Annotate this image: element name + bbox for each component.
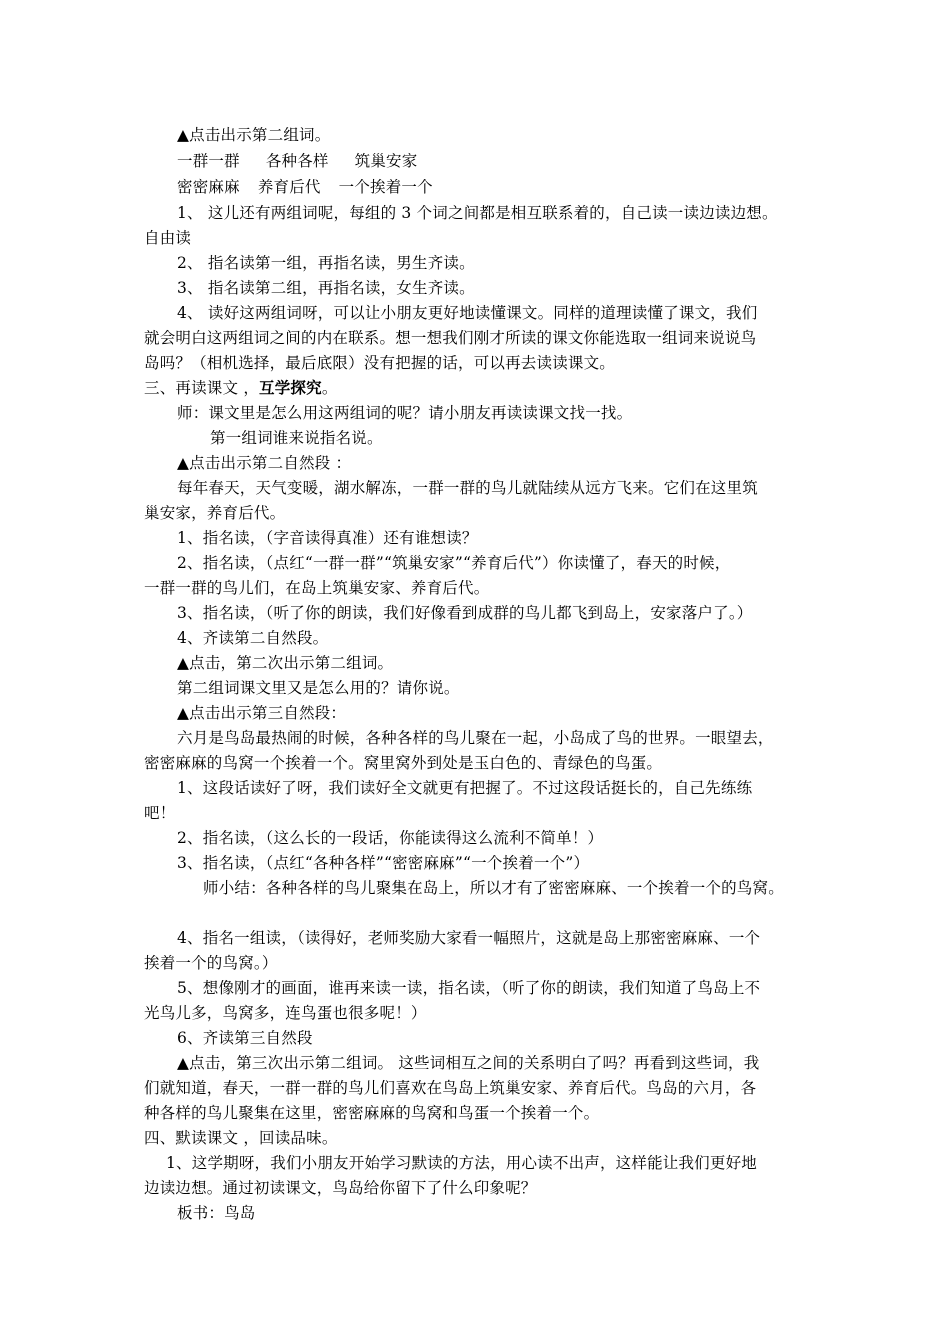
word: 养育后代 xyxy=(257,178,321,196)
section-heading: 四、默读课文 ，回读品味。 xyxy=(144,1129,338,1147)
text-line: 4、齐读第二自然段。 xyxy=(177,629,329,647)
text-line: 们就知道，春天，一群一群的鸟儿们喜欢在鸟岛上筑巢安家、养育后代。鸟岛的六月，各 xyxy=(144,1079,757,1097)
text-line: 1、这段话读好了呀，我们读好全文就更有把握了。不过这段话挺长的，自己先练练 xyxy=(177,779,753,797)
text-line: 第一组词谁来说指名说。 xyxy=(210,429,383,447)
text-line: 2、指名读，（这么长的一段话，你能读得这么流利不简单！） xyxy=(177,829,604,847)
text-line: 3、指名读，（点红“各种各样”“密密麻麻”“一个挨着一个”） xyxy=(177,854,590,872)
text-line: 一群一群的鸟儿们，在岛上筑巢安家、养育后代。 xyxy=(144,579,490,597)
text-line: 1、 这儿还有两组词呢，每组的 3 个词之间都是相互联系着的，自己读一读边读边想。 xyxy=(177,204,778,222)
text-line: ▲点击，第三次出示第二组词。 这些词相互之间的关系明白了吗？再看到这些词，我 xyxy=(177,1054,760,1072)
text-line: ▲点击出示第二自然段 ： xyxy=(177,454,352,472)
text-line: 密密麻麻的鸟窝一个挨着一个。窝里窝外到处是玉白色的、青绿色的鸟蛋。 xyxy=(144,754,663,772)
text-line: 板书：鸟岛 xyxy=(177,1204,256,1222)
text-line: 4、 读好这两组词呀，可以让小朋友更好地读懂课文。同样的道理读懂了课文，我们 xyxy=(177,304,758,322)
text-line: 边读边想。通过初读课文，鸟岛给你留下了什么印象呢？ xyxy=(144,1179,537,1197)
heading-bold-text: 互学探究 xyxy=(259,378,322,397)
text-line: 吧！ xyxy=(144,804,176,822)
heading-punct: 。 xyxy=(321,379,338,397)
text-line: 六月是鸟岛最热闹的时候，各种各样的鸟儿聚在一起，小岛成了鸟的世界。一眼望去， xyxy=(177,729,774,747)
text-line: 自由读 xyxy=(144,229,192,247)
text-line: 6、齐读第三自然段 xyxy=(177,1029,313,1047)
text-line: 2、 指名读第一组，再指名读，男生齐读。 xyxy=(177,254,475,272)
text-line: 3、 指名读第二组，再指名读，女生齐读。 xyxy=(177,279,475,297)
text-line: 3、指名读，（听了你的朗读，我们好像看到成群的鸟儿都飞到岛上，安家落户了。） xyxy=(177,604,753,622)
text-line: 2、指名读，（点红“一群一群”“筑巢安家”“养育后代”）你读懂了，春天的时候， xyxy=(177,554,731,572)
text-line: 5、想像刚才的画面，谁再来读一读，指名读，（听了你的朗读，我们知道了鸟岛上不 xyxy=(177,979,761,997)
word-group-2 xyxy=(177,177,433,197)
text-line: ▲点击出示第二组词。 xyxy=(177,126,331,144)
text-line: 师：课文里是怎么用这两组词的呢？请小朋友再读读课文找一找。 xyxy=(177,404,633,422)
text-line: 第二组词课文里又是怎么用的？请你说。 xyxy=(177,679,460,697)
word: 一群一群 xyxy=(177,152,240,170)
text-line: ▲点击，第二次出示第二组词。 xyxy=(177,654,394,672)
word-group-1 xyxy=(177,151,417,171)
heading-text: 三、再读课文 ， xyxy=(144,379,260,397)
word: 各种各样 xyxy=(265,152,329,170)
text-line: 每年春天，天气变暖，湖水解冻，一群一群的鸟儿就陆续从远方飞来。它们在这里筑 xyxy=(177,479,758,497)
section-heading xyxy=(144,378,338,398)
text-line: 4、指名一组读，（读得好，老师奖励大家看一幅照片，这就是岛上那密密麻麻、一个 xyxy=(177,929,761,947)
text-line: 就会明白这两组词之间的内在联系。想一想我们刚才所读的课文你能选取一组词来说说鸟 xyxy=(144,329,757,347)
text-line: 巢安家，养育后代。 xyxy=(144,504,286,522)
text-line: 挨着一个的鸟窝。） xyxy=(144,954,278,972)
text-line: 岛吗？（相机选择，最后底限）没有把握的话，可以再去读读课文。 xyxy=(144,354,616,372)
text-line: 师小结：各种各样的鸟儿聚集在岛上，所以才有了密密麻麻、一个挨着一个的鸟窝。 xyxy=(203,879,784,897)
text-line: 光鸟儿多，鸟窝多，连鸟蛋也很多呢！） xyxy=(144,1004,427,1022)
word: 筑巢安家 xyxy=(354,152,418,170)
text-line: 种各样的鸟儿聚集在这里，密密麻麻的鸟窝和鸟蛋一个挨着一个。 xyxy=(144,1104,600,1122)
text-line: 1、这学期呀，我们小朋友开始学习默读的方法，用心读不出声，这样能让我们更好地 xyxy=(166,1154,757,1172)
text-line: 1、指名读，（字音读得真准）还有谁想读？ xyxy=(177,529,478,547)
word: 一个挨着一个 xyxy=(338,178,433,196)
word: 密密麻麻 xyxy=(177,178,240,196)
text-line: ▲点击出示第三自然段： xyxy=(177,704,347,722)
